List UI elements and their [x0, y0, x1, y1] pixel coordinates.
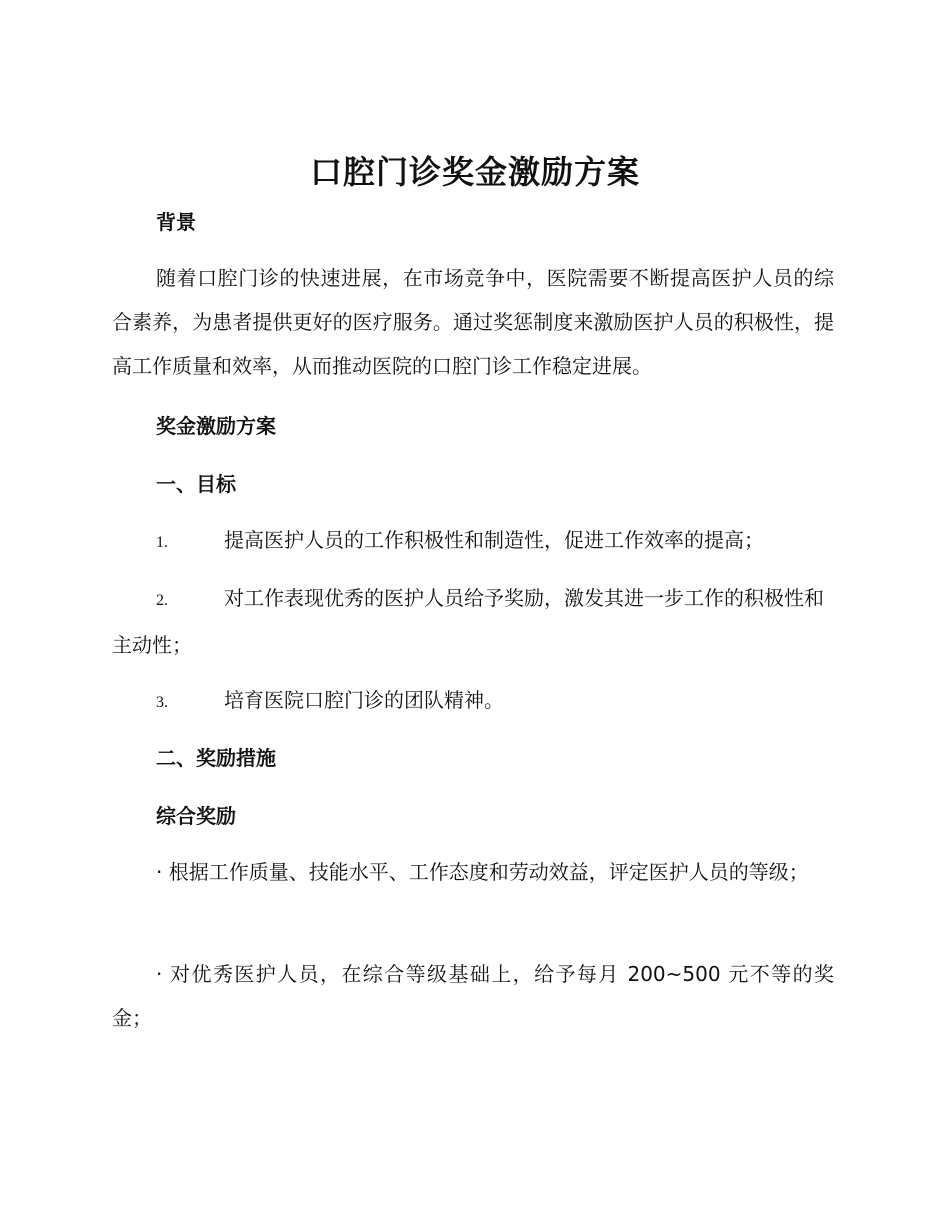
goal-item-text: 对工作表现优秀的医护人员给予奖励，激发其进一步工作的积极性和主动性； — [112, 586, 824, 657]
goal-item-number: 2. — [156, 592, 168, 609]
bullet-item: · 根据工作质量、技能水平、工作态度和劳动效益，评定医护人员的等级； — [156, 860, 809, 884]
document-title: 口腔门诊奖金激励方案 — [309, 153, 640, 191]
bullet-item: · 对优秀医护人员，在综合等级基础上，给予每月 200~500 元不等的奖金； — [112, 962, 834, 1030]
heading-background: 背景 — [156, 210, 196, 234]
heading-measures: 二、奖励措施 — [156, 746, 276, 770]
background-paragraph: 随着口腔门诊的快速进展，在市场竞争中，医院需要不断提高医护人员的综合素养，为患者提供更好的医疗服务。通过奖惩制度来激励医护人员的积极性，提高工作质量和效率，从而推动医院的口腔门诊工作稳定进展。 — [112, 266, 834, 378]
subheading-comprehensive-reward: 综合奖励 — [156, 804, 236, 828]
goal-item-text: 培育医院口腔门诊的团队精神。 — [224, 688, 504, 712]
goal-item — [112, 518, 834, 565]
goal-item-number: 1. — [156, 534, 168, 551]
heading-goals: 一、目标 — [156, 472, 236, 496]
heading-plan: 奖金激励方案 — [156, 414, 276, 438]
goal-item — [112, 576, 834, 667]
goal-item — [112, 678, 834, 725]
goal-item-number: 3. — [156, 694, 168, 711]
goal-item-text: 提高医护人员的工作积极性和制造性，促进工作效率的提高； — [224, 528, 764, 552]
